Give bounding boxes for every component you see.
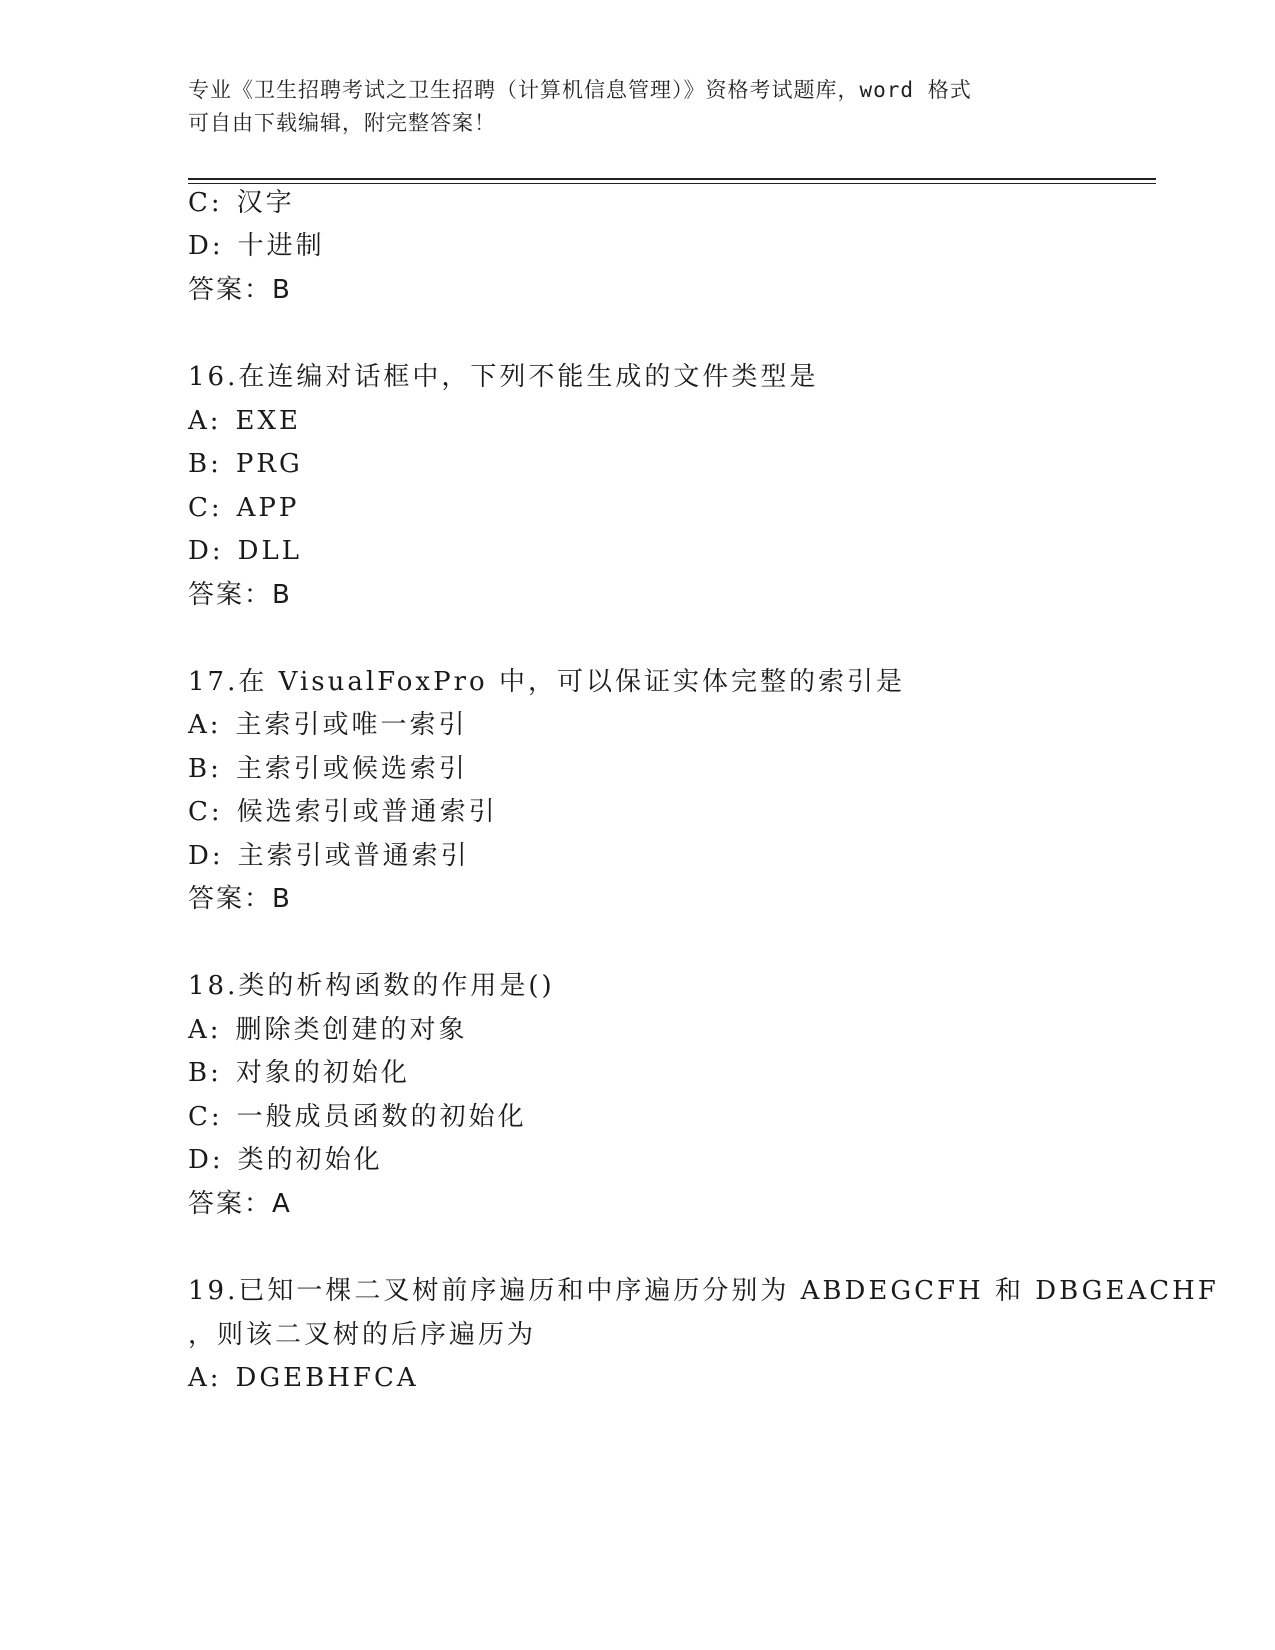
header-divider-thin bbox=[188, 183, 1156, 184]
question-17-answer bbox=[188, 882, 292, 916]
option-text: APP bbox=[236, 493, 300, 523]
option-label: B: bbox=[188, 1058, 222, 1088]
answer-value: B bbox=[272, 275, 292, 305]
question-18-option-b bbox=[188, 1056, 410, 1090]
question-17-option-a bbox=[188, 708, 468, 742]
option-text: DLL bbox=[237, 536, 302, 566]
question-18-option-c bbox=[188, 1100, 527, 1134]
document-header bbox=[188, 74, 1068, 140]
option-label: C: bbox=[188, 797, 223, 827]
question-18-option-a bbox=[188, 1013, 468, 1047]
option-text: 一般成员函数的初始化 bbox=[236, 1102, 527, 1132]
question-number: 18. bbox=[188, 971, 239, 1001]
question-19-option-a bbox=[188, 1361, 419, 1395]
option-text: 十进制 bbox=[237, 231, 325, 261]
question-text: 类的析构函数的作用是() bbox=[238, 971, 555, 1001]
question-text-continued: ，则该二叉树的后序遍历为 bbox=[188, 1320, 537, 1350]
option-text: EXE bbox=[235, 406, 302, 436]
question-17-option-c bbox=[188, 795, 498, 829]
question-text: 在 VisualFoxPro 中，可以保证实体完整的索引是 bbox=[238, 667, 905, 697]
question-16-option-d bbox=[188, 534, 302, 568]
question-18-stem bbox=[188, 969, 555, 1003]
answer-label: 答案： bbox=[188, 580, 273, 610]
option-label: B: bbox=[188, 449, 222, 479]
question-17-option-d bbox=[188, 839, 470, 873]
option-text: 候选索引或普通索引 bbox=[236, 797, 498, 827]
option-text: PRG bbox=[235, 449, 303, 479]
option-label: C: bbox=[188, 188, 223, 218]
option-text: 主索引或普通索引 bbox=[237, 841, 470, 871]
option-c-carryover bbox=[188, 186, 295, 220]
question-text: 在连编对话框中，下列不能生成的文件类型是 bbox=[238, 362, 819, 392]
header-line-1: 专业《卫生招聘考试之卫生招聘（计算机信息管理）》资格考试题库，word 格式 bbox=[188, 78, 972, 102]
question-text: 已知一棵二叉树前序遍历和中序遍历分别为 ABDEGCFH 和 DBGEACHF bbox=[238, 1276, 1219, 1306]
answer-label: 答案： bbox=[188, 884, 273, 914]
option-label: D: bbox=[188, 841, 224, 871]
option-text: DGEBHFCA bbox=[235, 1363, 419, 1393]
answer-value: B bbox=[272, 884, 292, 914]
option-label: D: bbox=[188, 1145, 224, 1175]
answer-label: 答案： bbox=[188, 275, 273, 305]
option-text: 对象的初始化 bbox=[235, 1058, 410, 1088]
option-label: D: bbox=[188, 231, 224, 261]
question-16-stem bbox=[188, 360, 818, 394]
answer-label: 答案： bbox=[188, 1189, 273, 1219]
question-16-answer bbox=[188, 578, 292, 612]
question-number: 19. bbox=[188, 1276, 239, 1306]
option-text: 主索引或候选索引 bbox=[235, 754, 468, 784]
answer-value: B bbox=[272, 580, 292, 610]
option-label: A: bbox=[188, 1363, 222, 1393]
question-18-answer bbox=[188, 1187, 292, 1221]
option-label: A: bbox=[188, 710, 222, 740]
header-line-2: 可自由下载编辑，附完整答案！ bbox=[188, 111, 496, 135]
question-17-option-b bbox=[188, 752, 468, 786]
option-text: 类的初始化 bbox=[237, 1145, 383, 1175]
option-label: A: bbox=[188, 406, 222, 436]
question-16-option-a bbox=[188, 404, 301, 438]
question-number: 16. bbox=[188, 362, 239, 392]
question-17-stem bbox=[188, 665, 905, 699]
option-text: 汉字 bbox=[236, 188, 295, 218]
header-divider-thick bbox=[188, 178, 1156, 180]
answer-line-carryover bbox=[188, 273, 292, 307]
option-label: C: bbox=[188, 493, 223, 523]
option-text: 删除类创建的对象 bbox=[235, 1015, 468, 1045]
question-number: 17. bbox=[188, 667, 239, 697]
option-d-carryover bbox=[188, 229, 325, 263]
answer-value: A bbox=[272, 1189, 292, 1219]
option-label: C: bbox=[188, 1102, 223, 1132]
question-16-option-c bbox=[188, 491, 299, 525]
question-19-stem-continued bbox=[188, 1318, 536, 1352]
option-label: D: bbox=[188, 536, 224, 566]
question-16-option-b bbox=[188, 447, 303, 481]
option-label: A: bbox=[188, 1015, 222, 1045]
question-19-stem bbox=[188, 1274, 1219, 1308]
option-text: 主索引或唯一索引 bbox=[235, 710, 468, 740]
option-label: B: bbox=[188, 754, 222, 784]
question-18-option-d bbox=[188, 1143, 383, 1177]
